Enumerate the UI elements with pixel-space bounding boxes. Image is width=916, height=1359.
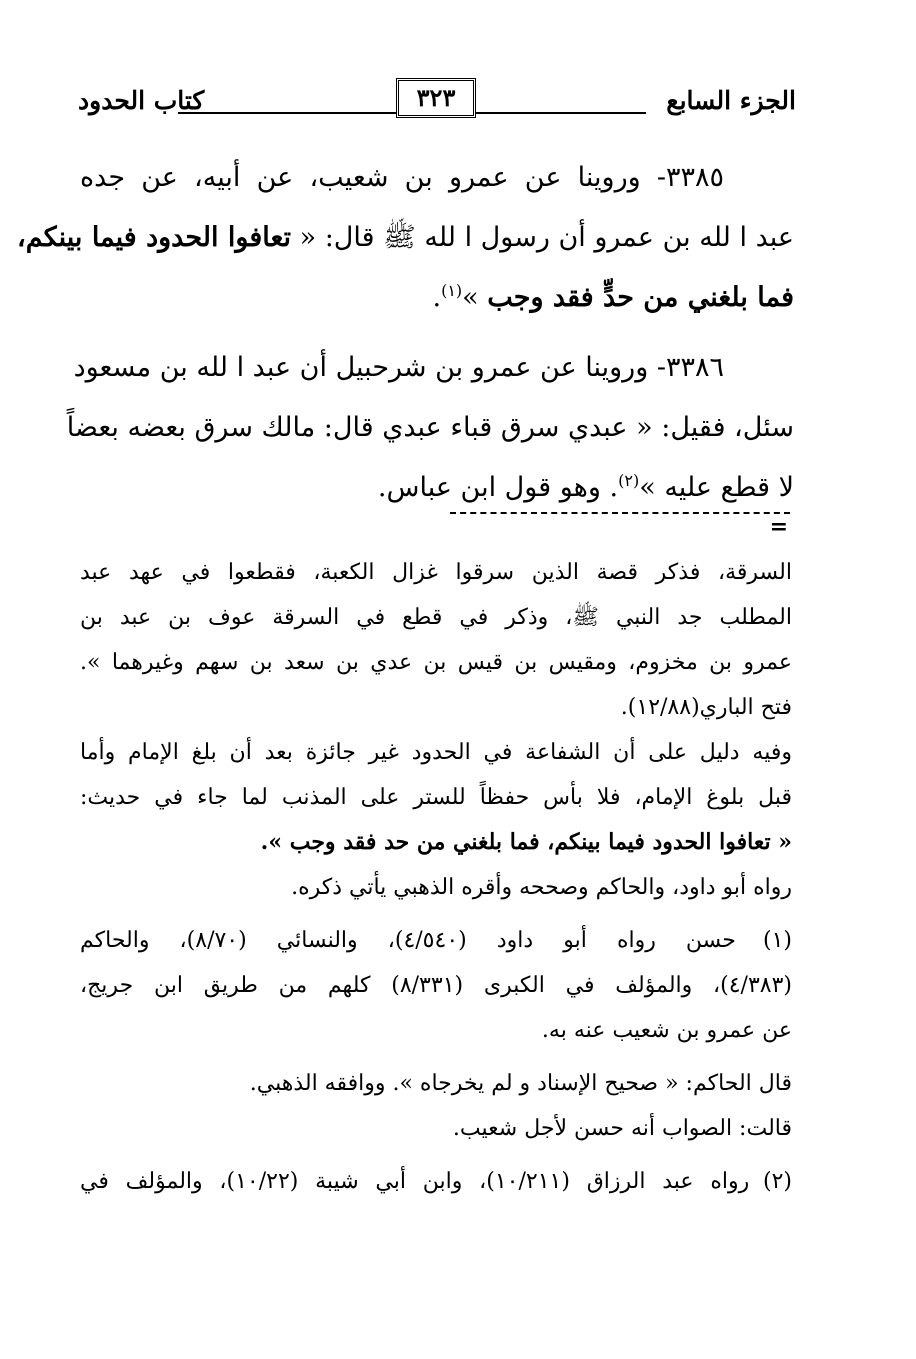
footnote-1-line-3: عن عمرو بن شعيب عنه به.	[541, 1018, 792, 1043]
page-number: ٣٢٣	[396, 78, 476, 118]
footnote-ref-2[interactable]: (٢)	[618, 471, 640, 490]
footnote-1-line-5: قالت: الصواب أنه حسن لأجل شعيب.	[452, 1116, 792, 1141]
hadith-3385-line-2: عبد ا لله بن عمرو أن رسول ا لله ﷺ قال: « تعافوا الحدود فيما بينكم،	[17, 222, 794, 253]
hadith-3385-matn-cont: فما بلغني من حدٍّ فقد وجب	[487, 282, 794, 313]
header-rule-left	[178, 112, 396, 114]
hadith-3386	[66, 338, 794, 518]
commentary-quote: « تعافوا الحدود فيما بينكم، فما بلغني من حد فقد وجب ».	[260, 829, 792, 855]
hadith-3385-line-1: ٣٣٨٥- وروينا عن عمرو بن شعيب، عن أبيه، عن جده	[80, 162, 724, 193]
main-text	[17, 148, 794, 518]
footnote-1-line-1: (١) حسن رواه أبو داود (٤/٥٤٠)، والنسائي (٨/٧٠)، والحاكم	[80, 918, 792, 963]
book-title: كتاب الحدود	[78, 86, 205, 115]
dashed-rule	[450, 512, 790, 514]
commentary-line-4: فتح الباري(١٢/٨٨).	[620, 695, 792, 720]
hadith-3386-line-1: ٣٣٨٦- وروينا عن عمرو بن شرحبيل أن عبد ا لله بن مسعود	[73, 352, 724, 383]
footnote-ref-1[interactable]: (١)	[441, 281, 463, 300]
hadith-3385-matn: تعافوا الحدود فيما بينكم،	[17, 222, 292, 253]
footnote-2	[80, 1159, 792, 1204]
hadith-3385-line-3: فما بلغني من حدٍّ فقد وجب »$^{(١)}$.	[432, 281, 794, 313]
footnote-1-line-2: (٤/٣٨٣)، والمؤلف في الكبرى (٨/٣٣١) كلهم من طريق ابن جريج،	[80, 973, 792, 998]
hadith-3386-line-2: سئل، فقيل: « عبدي سرق قباء عبدي قال: مالك سرق بعضه بعضاً	[66, 412, 794, 443]
continuation-mark: =	[769, 514, 788, 540]
commentary-line-2: المطلب جد النبي ﷺ، وذكر في قطع في السرقة عوف بن عبد بن	[80, 605, 792, 630]
commentary-line-5: وفيه دليل على أن الشفاعة في الحدود غير جائزة بعد أن بلغ الإمام وأما	[80, 740, 792, 765]
commentary-last: رواه أبو داود، والحاكم وصححه وأقره الذهبي يأتي ذكره.	[291, 875, 792, 900]
notes-section	[80, 550, 792, 1204]
running-header	[78, 74, 796, 130]
hadith-3385	[17, 148, 794, 328]
header-rule-right	[476, 112, 646, 114]
hadith-3386-line-3: لا قطع عليه »$^{(٢)}$. وهو قول ابن عباس.	[377, 471, 794, 503]
footnote-separator	[450, 508, 790, 538]
footnote-1-number: (١)	[763, 928, 793, 953]
commentary-line-1: السرقة، فذكر قصة الذين سرقوا غزال الكعبة، فقطعوا في عهد عبد	[80, 560, 792, 585]
volume-title: الجزء السابع	[666, 86, 796, 115]
commentary-line-6: قبل بلوغ الإمام، فلا بأس حفظاً للستر على المذنب لما جاء في حديث:	[80, 785, 792, 810]
footnote-2-line-1: (٢) رواه عبد الرزاق (١٠/٢١١)، وابن أبي شيبة (١٠/٢٢)، والمؤلف في	[80, 1159, 792, 1204]
commentary-line-3: عمرو بن مخزوم، ومقيس بن قيس بن عدي بن سعد بن سهم وغيرهما ».	[80, 650, 792, 675]
footnote-1	[80, 918, 792, 1151]
footnote-2-number: (٢)	[762, 1169, 792, 1194]
footnote-1-line-4: قال الحاكم: « صحيح الإسناد و لم يخرجاه ». ووافقه الذهبي.	[249, 1071, 792, 1096]
